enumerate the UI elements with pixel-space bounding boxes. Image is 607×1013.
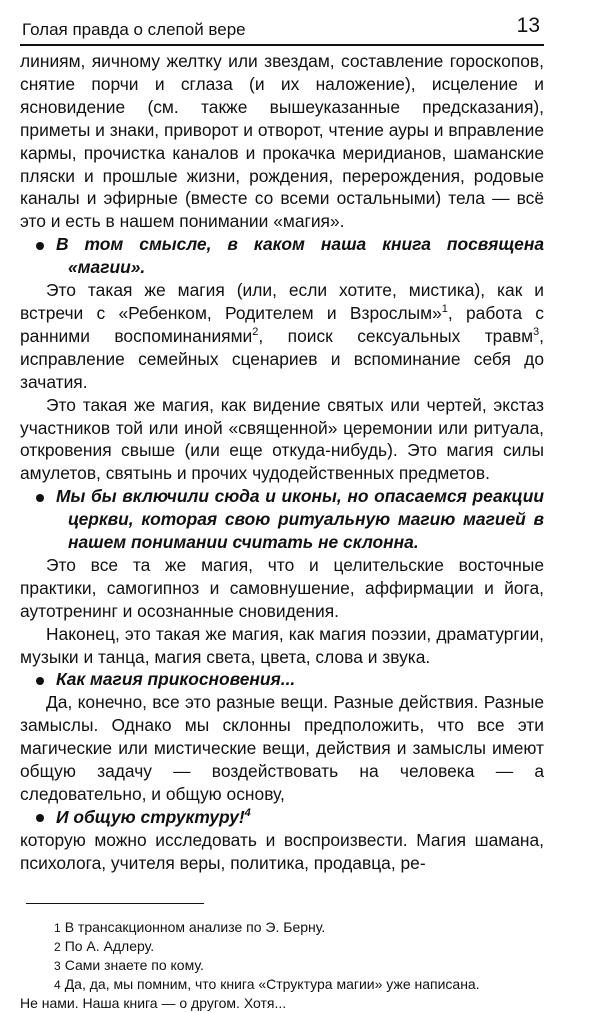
footnote xyxy=(20,918,544,937)
bullet-remark-text: В том смысле, в каком наша книга посвящена «магии». xyxy=(56,234,544,278)
footnote-ref[interactable]: 3 xyxy=(533,326,540,339)
footnote-divider xyxy=(26,903,204,904)
paragraph-text: Это такая же магия (или, если хотите, мистика), как и встречи с «Ребенком, Родителем и Взрослым» xyxy=(20,280,544,323)
footnote-text: По А. Адлеру. xyxy=(64,937,155,954)
footnote-text: В трансакционном анализе по Э. Берну. xyxy=(64,918,326,935)
paragraph-text: , работа с ранними воспоминаниями xyxy=(20,302,544,346)
footnote xyxy=(20,975,544,994)
footnote-number: 1 xyxy=(54,920,61,935)
paragraph-text: , исправление семейных сценариев и вспоминание себя до зачатия. xyxy=(20,325,544,392)
bullet-icon xyxy=(36,242,44,250)
bullet-icon xyxy=(36,677,44,685)
footnote-ref[interactable]: 4 xyxy=(244,807,251,820)
paragraph: Это все та же магия, что и целительские восточные практики, самогипноз и самовнушение, аффирмации и йога, аутотренинг и осознанные сновидения. xyxy=(20,554,544,621)
footnote-ref[interactable]: 1 xyxy=(441,303,448,316)
footnote-ref[interactable]: 2 xyxy=(252,326,259,339)
footnote xyxy=(20,937,544,956)
paragraph xyxy=(20,279,544,394)
paragraph-text: , поиск сексуальных травм xyxy=(258,325,534,346)
bullet-remark xyxy=(20,485,544,554)
bullet-remark xyxy=(20,233,544,279)
bullet-icon xyxy=(36,814,44,822)
bullet-remark xyxy=(20,806,544,829)
main-text xyxy=(20,50,544,875)
paragraph: которую можно исследовать и воспроизвести. Магия шамана, психолога, учителя веры, политика, продавца, ре- xyxy=(20,829,544,873)
paragraph: Наконец, это такая же магия, как магия поэзии, драматургии, музыки и танца, магия света, цвета, слова и звука. xyxy=(20,623,544,667)
paragraph: Это такая же магия, как видение святых или чертей, экстаз участников той или иной «священной» церемонии или ритуала, откровения свыше (или еще откуда-нибудь). Это магия силы амулетов, святынь и прочих чудодейственных предметов. xyxy=(20,394,544,484)
paragraph: линиям, яичному желтку или звездам, составление гороскопов, снятие порчи и сглаза (и их наложение), исцеление и ясновидение (см. также вышеуказанные предсказания), приметы и знаки, приворот и отворот, чтение ауры и вправление кармы, прочистка каналов и прокачка меридианов, шаманские пляски и прошлые жизни, рождения, перерождения, родовые каналы и эфирные (вместе со всеми остальными) тела — всё это и есть в нашем понимании «магия». xyxy=(20,51,544,232)
running-header xyxy=(20,12,544,46)
running-title: Голая правда о слепой вере xyxy=(22,20,246,39)
footnote-text: Сами знаете по кому. xyxy=(64,957,204,974)
footnotes xyxy=(20,918,544,1013)
footnote-number: 3 xyxy=(54,959,61,974)
footnote-number: 2 xyxy=(54,939,61,954)
bullet-remark xyxy=(20,668,544,691)
bullet-remark-text: Мы бы включили сюда и иконы, но опасаемся реакции церкви, которая свою ритуальную магию магией в нашем понимании считать не склонна. xyxy=(56,486,544,553)
bullet-remark-text: И общую структуру! xyxy=(56,806,245,827)
footnote-text: Да, да, мы помним, что книга «Структура магии» уже написана. xyxy=(64,976,480,993)
footnote xyxy=(20,956,544,975)
footnote-number: 4 xyxy=(54,978,61,993)
book-page xyxy=(20,12,544,1013)
bullet-remark-text: Как магия прикосновения... xyxy=(56,669,296,690)
bullet-icon xyxy=(36,494,44,502)
footnote-continuation: Не нами. Наша книга — о другом. Хотя... xyxy=(20,995,287,1012)
paragraph: Да, конечно, все это разные вещи. Разные действия. Разные замыслы. Однако мы склонны предположить, что все эти магические или мистические вещи, действия и замыслы имеют общую задачу — воздействовать на человека — а следовательно, и общую основу, xyxy=(20,692,544,804)
page-number: 13 xyxy=(516,14,540,37)
